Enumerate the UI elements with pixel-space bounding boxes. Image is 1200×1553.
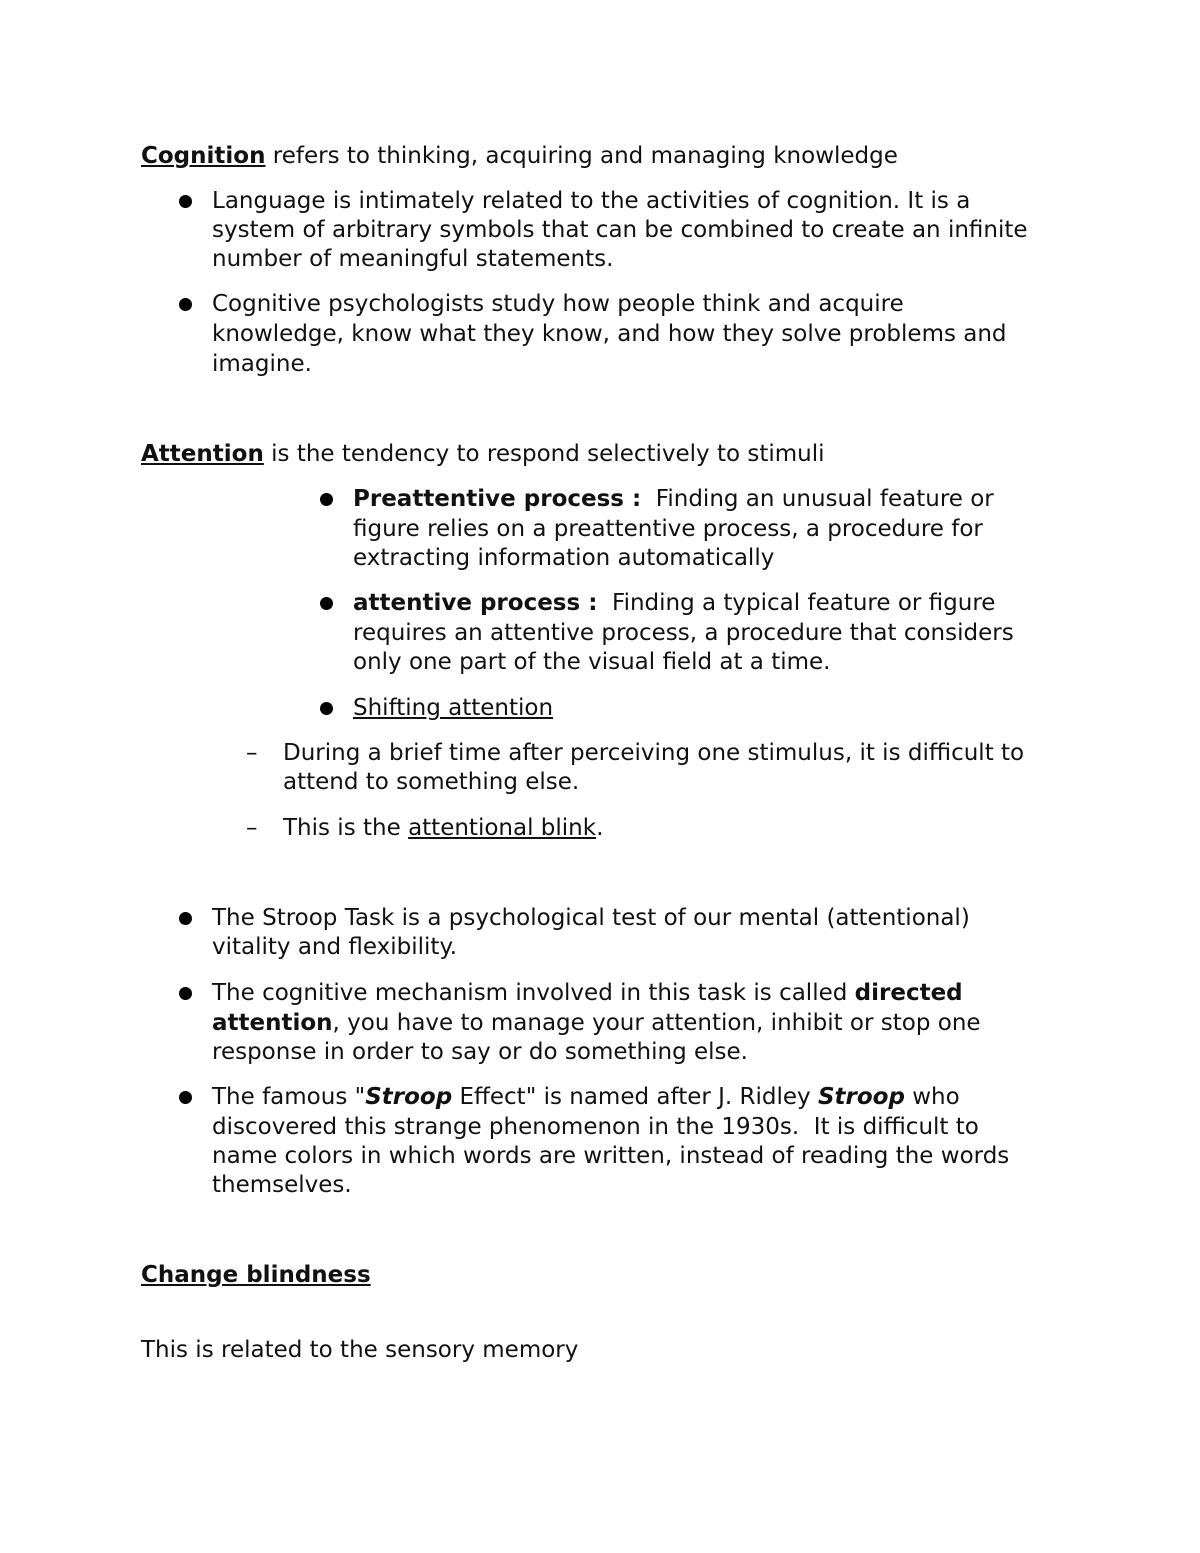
attentive-term: attentive process :	[353, 590, 598, 616]
cognition-bullet1-line2: system of arbitrary symbols that can be combined to create an infinite	[212, 217, 1028, 243]
stroop-b3-text1: The famous "	[212, 1084, 366, 1110]
attention-paragraph	[141, 439, 825, 469]
bullet-icon	[320, 702, 333, 715]
bullet-icon	[179, 298, 192, 311]
change-blindness-title: Change blindness	[141, 1262, 371, 1288]
stroop-b2-text2: , you have to manage your attention, inhibit or stop one	[332, 1010, 981, 1036]
preattentive-line2: figure relies on a preattentive process, a procedure for	[353, 516, 983, 542]
change-blindness-heading	[141, 1260, 371, 1290]
cognition-heading: Cognition	[141, 143, 266, 169]
attentive-line3: only one part of the visual field at a time.	[353, 649, 831, 675]
dash2-suffix: .	[596, 815, 604, 841]
cognition-bullet1-line3: number of meaningful statements.	[212, 246, 614, 272]
dash1-line2: attend to something else.	[283, 769, 580, 795]
cognition-bullet2-line1: Cognitive psychologists study how people think and acquire	[212, 291, 904, 317]
stroop-b3-line2: discovered this strange phenomenon in the 1930s. It is difficult to	[212, 1114, 979, 1140]
shifting-attention: Shifting attention	[353, 695, 554, 721]
bullet-icon	[320, 493, 333, 506]
attentive-text: Finding a typical feature or figure	[597, 590, 996, 616]
cognition-paragraph	[141, 141, 898, 171]
stroop-b2-text: The cognitive mechanism involved in this task is called	[212, 980, 855, 1006]
attention-term: attention	[212, 1010, 333, 1036]
dash1-line1: During a brief time after perceiving one stimulus, it is difficult to	[283, 740, 1025, 766]
attentive-line2: requires an attentive process, a procedure that considers	[353, 620, 1014, 646]
stroop-name-2: Stroop	[817, 1084, 905, 1110]
attentional-blink-term: attentional blink	[408, 815, 597, 841]
preattentive-line1	[353, 484, 994, 514]
stroop-b3-line3: name colors in which words are written, instead of reading the words	[212, 1143, 1010, 1169]
dash-icon: –	[246, 815, 258, 841]
attentive-line1	[353, 588, 995, 618]
stroop-b1-line1: The Stroop Task is a psychological test of our mental (attentional)	[212, 905, 970, 931]
bullet-icon	[179, 987, 192, 1000]
stroop-b3-line4: themselves.	[212, 1172, 352, 1198]
dash2-prefix: This is the	[283, 815, 409, 841]
directed-term: directed	[854, 980, 963, 1006]
stroop-b3-text2: Effect" is named after J. Ridley	[452, 1084, 818, 1110]
bullet-icon	[179, 912, 192, 925]
bullet-icon	[179, 195, 192, 208]
dash-icon: –	[246, 740, 258, 766]
stroop-name-1: Stroop	[365, 1084, 453, 1110]
stroop-b3-text3: who	[904, 1084, 960, 1110]
bullet-icon	[320, 597, 333, 610]
cognition-bullet2-line2: knowledge, know what they know, and how they solve problems and	[212, 321, 1007, 347]
attention-definition: is the tendency to respond selectively to stimuli	[263, 441, 825, 467]
attention-heading: Attention	[141, 441, 264, 467]
stroop-b2-line1	[212, 978, 963, 1008]
preattentive-line3: extracting information automatically	[353, 545, 775, 571]
cognition-bullet1-line1: Language is intimately related to the activities of cognition. It is a	[212, 188, 971, 214]
preattentive-term: Preattentive process :	[353, 486, 642, 512]
stroop-b2-line2	[212, 1008, 981, 1038]
stroop-b1-line2: vitality and flexibility.	[212, 934, 458, 960]
sensory-memory-text: This is related to the sensory memory	[141, 1337, 579, 1363]
stroop-b3-line1	[212, 1082, 960, 1112]
dash2-line	[283, 813, 603, 843]
bullet-icon	[179, 1091, 192, 1104]
stroop-b2-line3: response in order to say or do something else.	[212, 1039, 748, 1065]
cognition-definition: refers to thinking, acquiring and managing knowledge	[265, 143, 898, 169]
cognition-bullet2-line3: imagine.	[212, 351, 312, 377]
preattentive-text: Finding an unusual feature or	[641, 486, 994, 512]
